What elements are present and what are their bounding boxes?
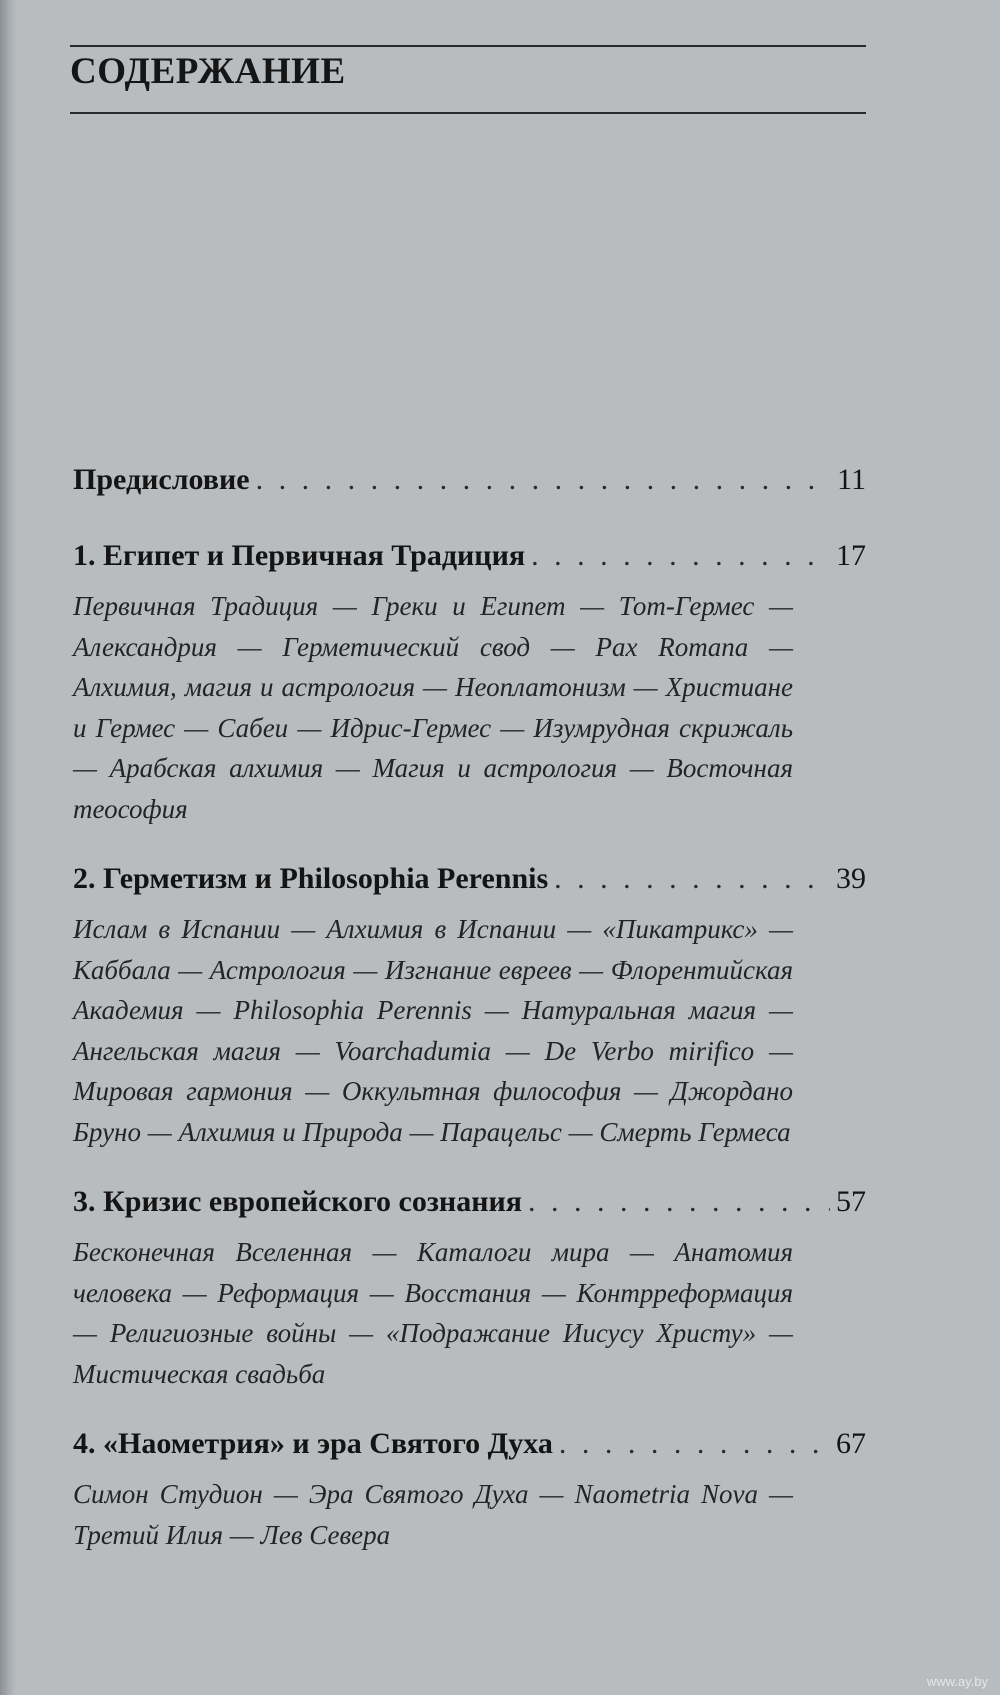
toc-page-number: 39: [836, 862, 866, 895]
chapter-topics: Первичная Традиция — Греки и Египет — Тот-Гермес — Александрия — Герметический свод — Pax Romana — Алхимия, магия и астрология — Неоплатонизм — Христиане и Гермес — Сабеи — Идрис-Гермес — Изумрудная скрижаль — Арабская алхимия — Магия и астрология — Восточная теософия: [73, 591, 793, 824]
toc-entry-line: [73, 1424, 866, 1464]
toc-entry-line: [73, 1182, 866, 1222]
toc-entry-preface: [73, 460, 866, 500]
toc-page-number: 57: [836, 1185, 866, 1218]
toc-entry-line: [73, 460, 866, 500]
page-gutter-shadow: [0, 0, 16, 1695]
toc-entry-title: 4. «Наометрия» и эра Святого Духа: [73, 1427, 553, 1460]
dot-leader: [256, 460, 832, 500]
site-watermark: www.ay.by: [926, 1674, 988, 1689]
dot-leader: [554, 859, 830, 899]
dot-leader: [531, 536, 830, 576]
contents-heading: СОДЕРЖАНИЕ: [70, 51, 346, 92]
heading-rule-bottom: [70, 112, 866, 114]
chapter-topics: Бесконечная Вселенная — Каталоги мира — Анатомия человека — Реформация — Восстания — Контрреформация — Религиозные войны — «Подражание Иисусу Христу» — Мистическая свадьба: [73, 1237, 793, 1389]
toc-page-number: 11: [837, 463, 866, 496]
toc-entry-title: 1. Египет и Первичная Традиция: [73, 539, 526, 572]
dot-leader: [559, 1424, 830, 1464]
toc-entry-line: [73, 536, 866, 576]
heading-rule-top: [70, 45, 866, 47]
toc-entry-chapter-4: [73, 1424, 866, 1555]
toc-page-number: 17: [836, 539, 866, 572]
dot-leader: [528, 1182, 830, 1222]
table-of-contents: [73, 460, 866, 1555]
chapter-topics: Ислам в Испании — Алхимия в Испании — «Пикатрикс» — Каббала — Астрология — Изгнание евреев — Флорентийская Академия — Philosophia Perennis — Натуральная магия — Ангельская магия — Voarchadumia — De Verbo mirifico — Мировая гармония — Оккультная философия — Джордано Бруно — Алхимия и Природа — Парацельс — Смерть Гермеса: [73, 914, 793, 1147]
toc-entry-title: 2. Герметизм и Philosophia Perennis: [73, 862, 549, 895]
toc-page-number: 67: [836, 1427, 866, 1460]
toc-entry-chapter-1: [73, 536, 866, 829]
toc-entry-line: [73, 859, 866, 899]
toc-entry-title: Предисловие: [73, 463, 250, 496]
toc-entry-title: 3. Кризис европейского сознания: [73, 1185, 523, 1218]
chapter-topics: Симон Студион — Эра Святого Духа — Naometria Nova — Третий Илия — Лев Севера: [73, 1479, 793, 1550]
toc-entry-chapter-2: [73, 859, 866, 1152]
toc-entry-chapter-3: [73, 1182, 866, 1394]
